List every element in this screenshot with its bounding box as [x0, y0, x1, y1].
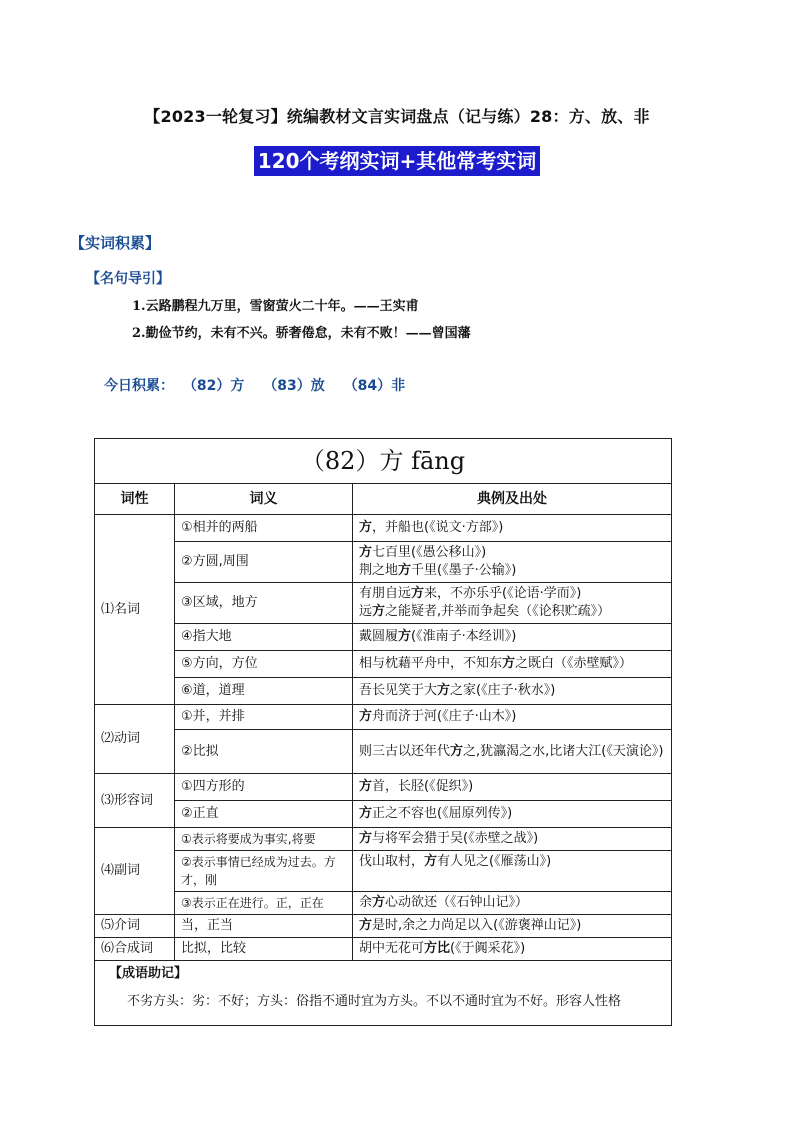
example-cell: 方七百里(《愚公移山》) 荆之地方千里(《墨子·公输》)	[353, 542, 672, 583]
meaning-cell: ④指大地	[175, 624, 353, 651]
meaning-cell: ②正直	[175, 801, 353, 828]
col-header-example: 典例及出处	[353, 484, 672, 515]
example-cell: 吾长见笑于大方之家(《庄子·秋水》)	[353, 678, 672, 705]
meaning-cell: ⑥道，道理	[175, 678, 353, 705]
example-cell: 戴圆履方(《淮南子·本经训》)	[353, 624, 672, 651]
meaning-cell: ①相并的两船	[175, 515, 353, 542]
vocab-table	[94, 438, 672, 1026]
pos-cell: ⑶形容词	[95, 774, 175, 828]
example-cell: 方舟而济于河(《庄子·山木》)	[353, 705, 672, 730]
meaning-cell: 当，正当	[175, 915, 353, 938]
subsection-heading: 【名句导引】	[86, 271, 170, 287]
quote-1: 1.云路鹏程九万里，雪窗萤火二十年。——王实甫	[132, 299, 419, 314]
example-cell: 方是时,余之力尚足以入(《游褒禅山记》)	[353, 915, 672, 938]
meaning-cell: ②表示事情已经成为过去。方才，刚	[175, 851, 353, 892]
pos-cell: ⑵动词	[95, 705, 175, 774]
today-item: （84）非	[343, 378, 406, 394]
example-cell: 方正之不容也(《屈原列传》)	[353, 801, 672, 828]
meaning-cell: ②方圆,周围	[175, 542, 353, 583]
meaning-cell: ①并，并排	[175, 705, 353, 730]
idiom-cell	[95, 961, 672, 1026]
pos-cell: ⑴名词	[95, 515, 175, 705]
meaning-cell: ①四方形的	[175, 774, 353, 801]
example-cell: 方，并船也(《说文·方部》)	[353, 515, 672, 542]
example-cell: 伐山取村，方有人见之(《雁荡山》)	[353, 851, 672, 892]
idiom-text: 不劣方头：劣：不好；方头：俗指不通时宜为方头。不以不通时宜为不好。形容人性格	[127, 994, 622, 1009]
example-cell: 方首，长胫(《促织》)	[353, 774, 672, 801]
example-cell: 胡中无花可方比(《于阗采花》)	[353, 938, 672, 961]
document-title: 【2023一轮复习】统编教材文言实词盘点（记与练）28：方、放、非	[144, 107, 650, 126]
pos-cell: ⑷副词	[95, 828, 175, 915]
pos-cell: ⑸介词	[95, 915, 175, 938]
meaning-cell: ③表示正在进行。正，正在	[175, 892, 353, 915]
today-item: （83）放	[263, 378, 325, 394]
example-cell: 则三古以还年代方之,犹瀛渴之水,比诸大江(《天演论》)	[353, 730, 672, 774]
example-cell: 相与枕藉平舟中，不知东方之既白（《赤壁赋》）	[353, 651, 672, 678]
example-cell: 余方心动欲还（《石钟山记》）	[353, 892, 672, 915]
meaning-cell: 比拟，比较	[175, 938, 353, 961]
idiom-title: 【成语助记】	[109, 966, 188, 981]
meaning-cell: ①表示将要成为事实,将要	[175, 828, 353, 851]
today-list	[104, 375, 419, 395]
quote-2: 2.勤俭节约，未有不兴。骄奢倦怠，未有不败！——曾国藩	[132, 326, 471, 341]
head-word: （82）方 fāng	[95, 439, 672, 484]
today-item: （82）方	[182, 378, 245, 394]
pos-cell: ⑹合成词	[95, 938, 175, 961]
subtitle-banner: 120个考纲实词+其他常考实词	[254, 146, 541, 176]
col-header-meaning: 词义	[175, 484, 353, 515]
meaning-cell: ②比拟	[175, 730, 353, 774]
meaning-cell: ⑤方向，方位	[175, 651, 353, 678]
section-heading: 【实词积累】	[70, 234, 161, 252]
col-header-pos: 词性	[95, 484, 175, 515]
today-label: 今日积累：	[104, 378, 174, 394]
example-cell: 有朋自远方来，不亦乐乎(《论语·学而》) 远方之能疑者,并举而争起矣（《论积贮疏》）	[353, 583, 672, 624]
meaning-cell: ③区域，地方	[175, 583, 353, 624]
subtitle-wrap	[0, 146, 794, 176]
example-cell: 方与将军会猎于吴(《赤壁之战》)	[353, 828, 672, 851]
